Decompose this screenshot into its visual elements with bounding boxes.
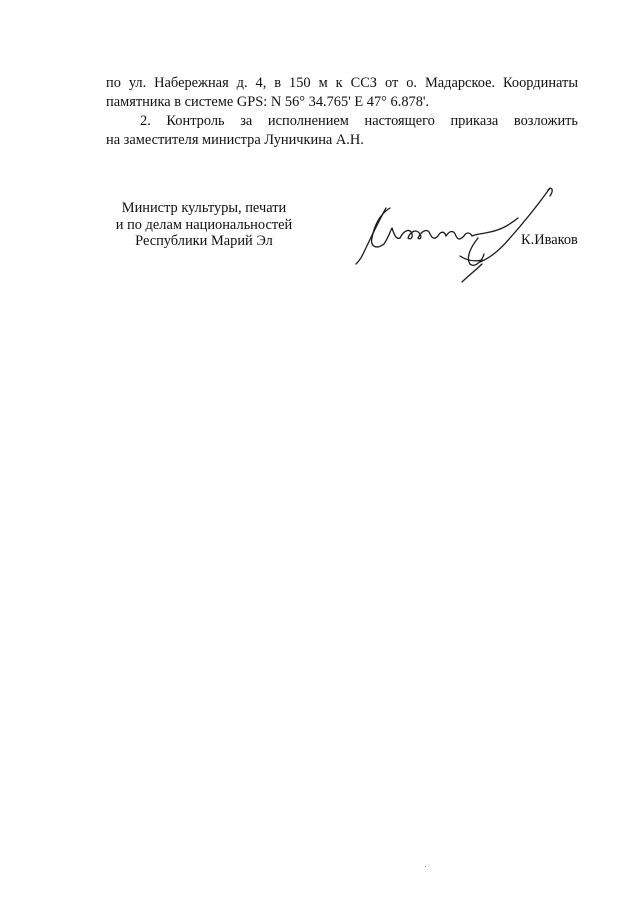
paragraph-1-line-1: по ул. Набережная д. 4, в 150 м к ССЗ от о. Мадарское. Координаты — [106, 75, 578, 91]
signatory-name: К.Иваков — [521, 232, 578, 248]
paragraph-2-line-1: 2. Контроль за исполнением настоящего приказа возложить — [140, 113, 578, 129]
signatory-position-line-3: Республики Марий Эл — [135, 233, 273, 250]
paragraph-2 — [106, 112, 578, 150]
paragraph-2-line-2: на заместителя министра Луничкина А.Н. — [106, 132, 364, 148]
signatory-position-line-1: Министр культуры, печати — [121, 200, 287, 216]
document-body — [106, 74, 578, 150]
paragraph-1-line-2: памятника в системе GPS: N 56° 34.765' E 47° 6.878'. — [106, 94, 430, 110]
paragraph-1 — [106, 74, 578, 112]
signatory-position — [100, 200, 308, 250]
scan-speck — [425, 866, 426, 867]
signatory-position-line-2: и по делам национальностей — [115, 216, 293, 233]
